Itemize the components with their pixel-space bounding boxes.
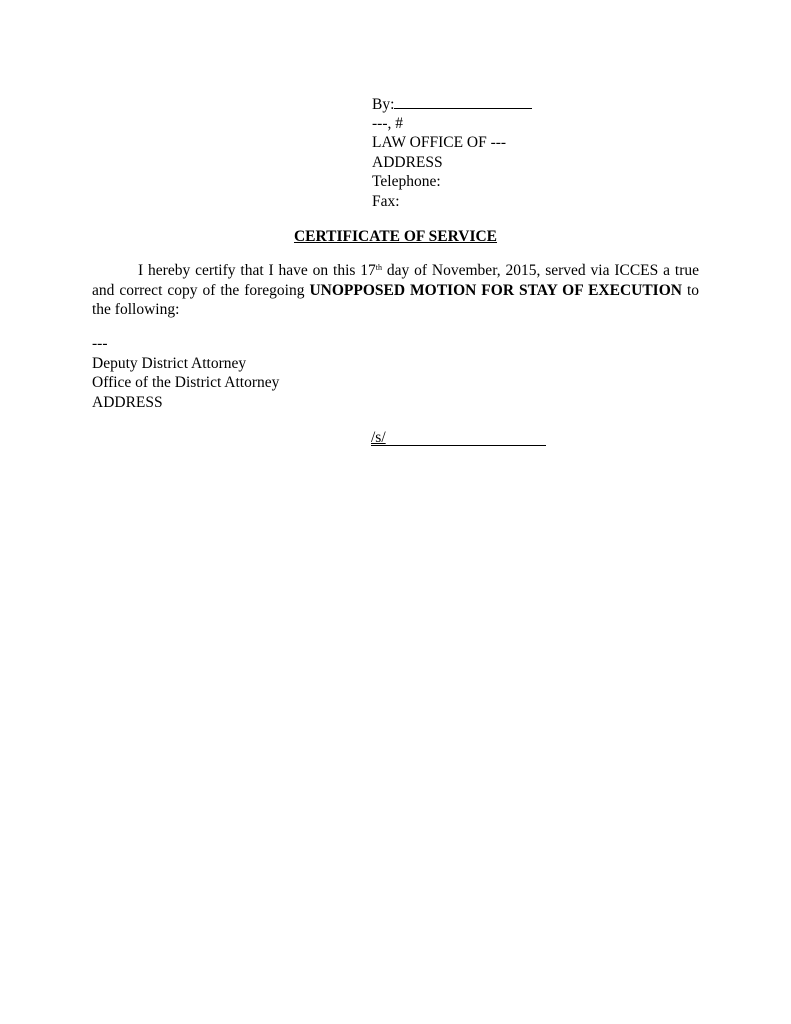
day-ordinal-suffix: th — [375, 263, 383, 272]
certificate-body — [92, 261, 699, 320]
attorney-signature-block — [372, 94, 712, 211]
by-signature-line — [394, 94, 532, 109]
by-label: By: — [372, 96, 395, 113]
recipient-block — [92, 334, 492, 412]
law-office-name: LAW OFFICE OF --- — [372, 134, 507, 151]
recipient-address: ADDRESS — [92, 393, 163, 411]
by-line — [372, 94, 712, 114]
certificate-title: CERTIFICATE OF SERVICE — [293, 228, 498, 245]
recipient-name: --- — [92, 335, 108, 352]
fax-label: Fax: — [372, 192, 400, 210]
recipient-office: Office of the District Attorney — [92, 374, 280, 391]
certificate-text-start: I hereby certify that I have on this 17 — [138, 262, 376, 279]
motion-title: UNOPPOSED MOTION FOR STAY OF EXECUTION — [309, 281, 682, 299]
attorney-name-bar-number: ---, # — [372, 114, 403, 132]
electronic-signature-line — [371, 428, 546, 446]
certificate-text-middle: day of November, 2015, served via ICCES a true and correct copy of the foregoing — [92, 262, 699, 299]
certificate-text-end: to the following: — [92, 281, 699, 318]
electronic-signature-mark: /s/ — [371, 429, 386, 446]
recipient-title: Deputy District Attorney — [92, 354, 247, 372]
law-office-address: ADDRESS — [372, 153, 443, 171]
telephone-label: Telephone: — [372, 173, 441, 190]
